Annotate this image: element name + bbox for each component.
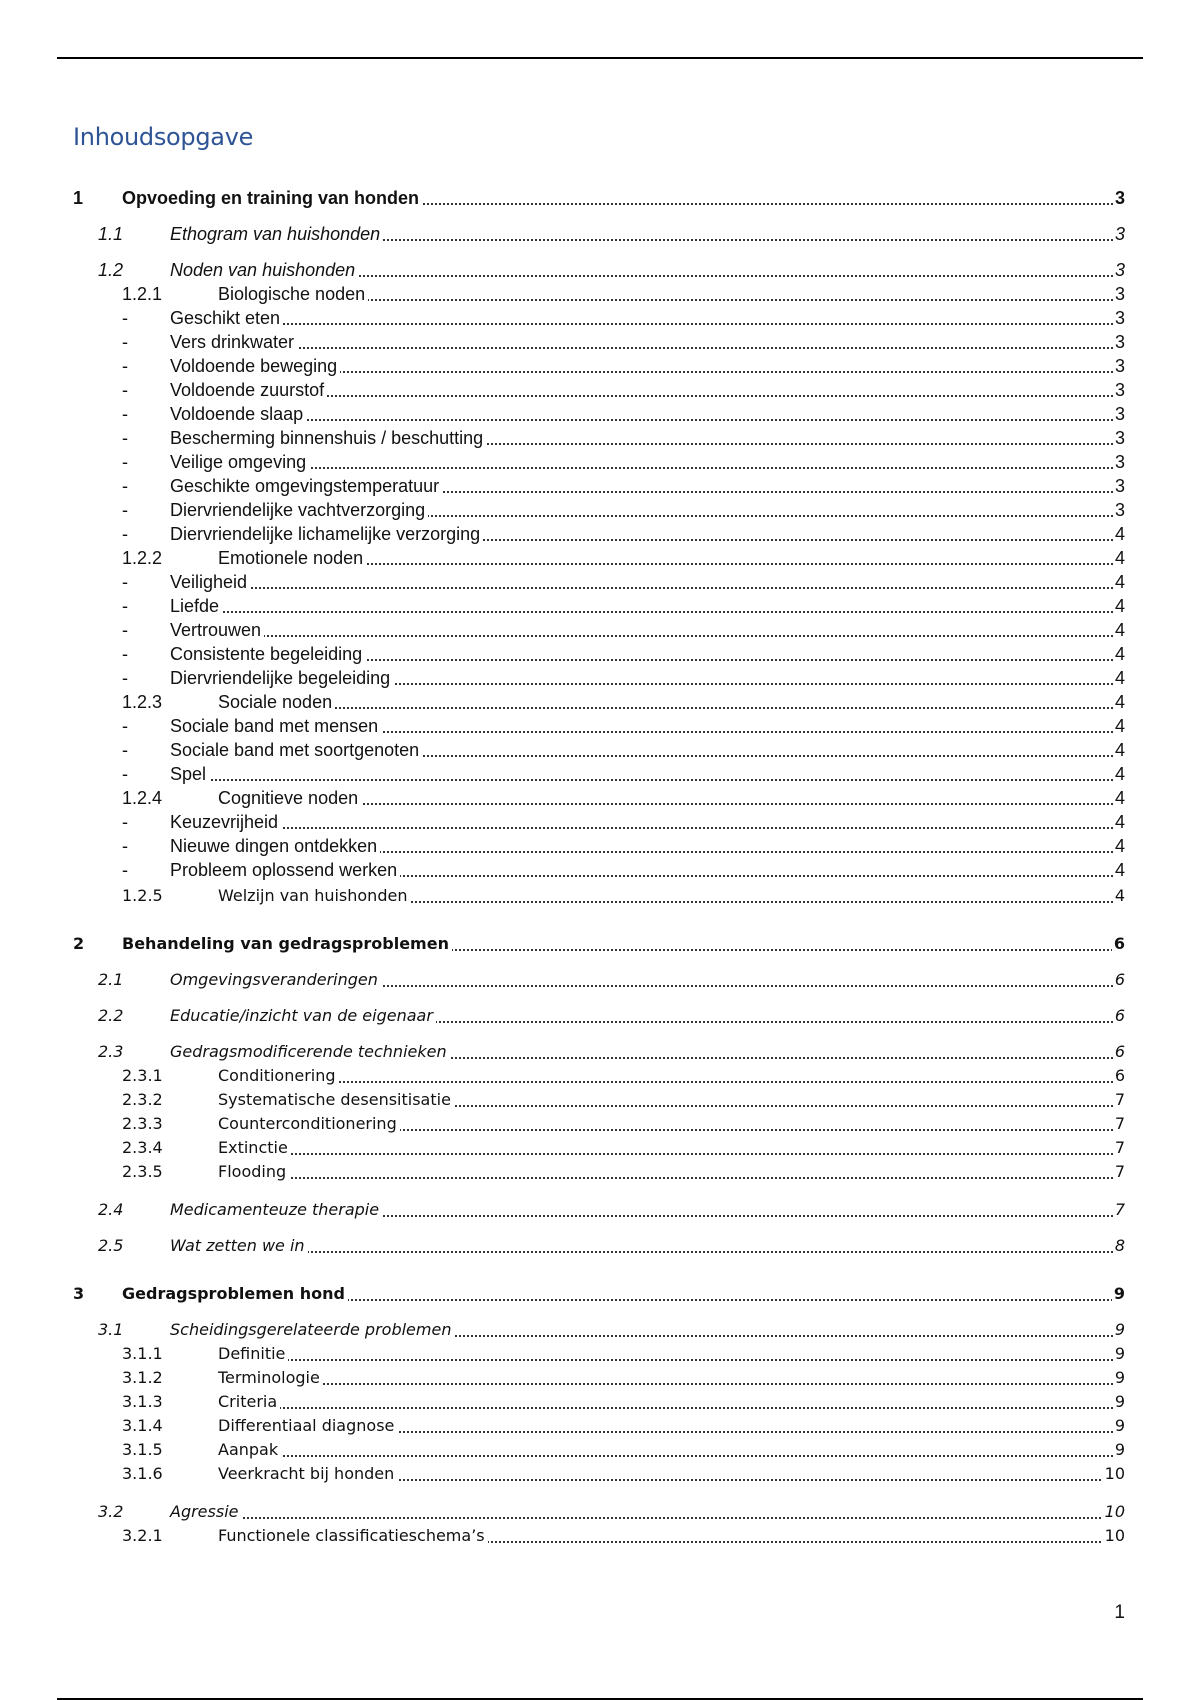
toc-entry-page[interactable]: 6 (1114, 1066, 1125, 1085)
toc-entry-title[interactable]: Terminologie (218, 1368, 323, 1388)
dot-leader (170, 825, 1125, 829)
toc-entry-number: - (122, 812, 128, 832)
toc-entry-title[interactable]: Scheidingsgerelateerde problemen (170, 1320, 454, 1340)
toc-entry-page[interactable]: 3 (1114, 224, 1125, 244)
toc-entry-title[interactable]: Wat zetten we in (170, 1236, 308, 1256)
toc-entry-page[interactable]: 3 (1114, 284, 1125, 304)
toc-entry-number: 2.3.4 (122, 1138, 163, 1157)
toc-entry[interactable] (0, 762, 1200, 784)
toc-entry-page[interactable]: 10 (1104, 1502, 1125, 1521)
toc-entry-title[interactable]: Veilige omgeving (170, 452, 309, 472)
toc-entry-page[interactable]: 9 (1113, 1284, 1125, 1303)
toc-entry[interactable] (0, 306, 1200, 328)
toc-entry[interactable] (0, 426, 1200, 448)
toc-entry-number: 3.1.1 (122, 1344, 163, 1363)
toc-entry-title[interactable]: Voldoende zuurstof (170, 380, 327, 400)
toc-entry-title[interactable]: Keuzevrijheid (170, 812, 281, 832)
toc-entry-title[interactable]: Nieuwe dingen ontdekken (170, 836, 380, 856)
dot-leader (218, 705, 1125, 709)
toc-entry[interactable] (0, 1500, 1200, 1522)
toc-entry[interactable] (0, 222, 1200, 244)
toc-entry-page[interactable]: 4 (1114, 548, 1125, 568)
toc-entry-page[interactable]: 6 (1114, 1042, 1125, 1061)
toc-entry-title[interactable]: Diervriendelijke begeleiding (170, 668, 393, 688)
toc-entry-title[interactable]: Spel (170, 764, 209, 784)
toc-entry-number: - (122, 452, 128, 472)
toc-entry-number: 2 (73, 934, 85, 953)
toc-entry-number: 1.2.2 (122, 548, 163, 568)
toc-entry-title[interactable]: Functionele classificatieschema’s (218, 1526, 488, 1546)
toc-entry-page[interactable]: 3 (1114, 332, 1125, 352)
toc-entry-title[interactable]: Vertrouwen (170, 620, 264, 640)
toc-entry-number: 3 (73, 1284, 85, 1303)
toc-entry-page[interactable]: 4 (1114, 788, 1125, 808)
toc-entry-number: 2.3.5 (122, 1162, 163, 1181)
toc-entry-number: 2.2 (98, 1006, 124, 1025)
toc-entry-page[interactable]: 10 (1104, 1526, 1125, 1545)
toc-entry[interactable] (0, 834, 1200, 856)
toc-entry-title[interactable]: Geschikt eten (170, 308, 283, 328)
toc-entry[interactable] (0, 450, 1200, 472)
toc-entry-title[interactable]: Probleem oplossend werken (170, 860, 400, 880)
toc-entry-title[interactable]: Criteria (218, 1392, 280, 1412)
toc-entry[interactable] (0, 546, 1200, 568)
toc-entry-number: - (122, 836, 128, 856)
toc-entry[interactable] (0, 1112, 1200, 1134)
toc-entry[interactable] (0, 282, 1200, 304)
toc-entry[interactable] (0, 1136, 1200, 1158)
toc-entry-title[interactable]: Behandeling van gedragsproblemen (122, 934, 452, 954)
toc-entry-page[interactable]: 3 (1114, 404, 1125, 424)
toc-entry-page[interactable]: 4 (1114, 764, 1125, 784)
toc-entry[interactable] (0, 378, 1200, 400)
toc-entry-number: 1.2.5 (122, 886, 163, 905)
toc-entry[interactable] (0, 1282, 1200, 1304)
toc-entry[interactable] (0, 884, 1200, 906)
toc-entry-title[interactable]: Vers drinkwater (170, 332, 297, 352)
dot-leader (170, 465, 1125, 469)
dot-leader (170, 345, 1125, 349)
toc-entry[interactable] (0, 522, 1200, 544)
toc-entry-title[interactable]: Welzijn van huishonden (218, 886, 410, 906)
toc-entry-number: 2.5 (98, 1236, 124, 1255)
toc-entry-page[interactable]: 4 (1114, 716, 1125, 736)
toc-entry-number: 1.2.4 (122, 788, 163, 808)
toc-entry-title[interactable]: Flooding (218, 1162, 289, 1182)
toc-entry-title[interactable]: Emotionele noden (218, 548, 366, 568)
toc-entry-title[interactable]: Cognitieve noden (218, 788, 361, 808)
toc-entry-page[interactable]: 4 (1114, 596, 1125, 616)
toc-entry[interactable] (0, 1064, 1200, 1086)
dot-leader (218, 1381, 1125, 1385)
toc-entry-number: - (122, 572, 128, 592)
dot-leader (218, 1079, 1125, 1083)
toc-entry[interactable] (0, 968, 1200, 990)
toc-entry-number: - (122, 716, 128, 736)
toc-entry-number: 1.1 (98, 224, 124, 244)
page-number: 1 (1114, 1602, 1125, 1623)
toc-entry-number: 2.3.1 (122, 1066, 163, 1085)
toc-entry[interactable] (0, 1198, 1200, 1220)
toc-entry[interactable] (0, 618, 1200, 640)
toc-entry-page[interactable]: 7 (1114, 1090, 1125, 1109)
toc-entry[interactable] (0, 354, 1200, 376)
toc-entry-number: 1.2 (98, 260, 124, 280)
toc-entry[interactable] (0, 402, 1200, 424)
toc-entry[interactable] (0, 1390, 1200, 1412)
toc-entry-title[interactable]: Voldoende beweging (170, 356, 340, 376)
toc-entry-page[interactable]: 6 (1114, 1006, 1125, 1025)
toc-entry-page[interactable]: 3 (1114, 452, 1125, 472)
toc-heading: Inhoudsopgave (73, 123, 254, 151)
toc-entry[interactable] (0, 1438, 1200, 1460)
toc-entry-number: 3.2.1 (122, 1526, 163, 1545)
toc-entry-number: 1.2.3 (122, 692, 163, 712)
toc-entry[interactable] (0, 1524, 1200, 1546)
toc-entry-title[interactable]: Aanpak (218, 1440, 281, 1460)
dot-leader (170, 417, 1125, 421)
toc-entry[interactable] (0, 1088, 1200, 1110)
toc-entry-number: 3.1.2 (122, 1368, 163, 1387)
toc-entry-title[interactable]: Diervriendelijke lichamelijke verzorging (170, 524, 483, 544)
toc-entry-number: 2.3.2 (122, 1090, 163, 1109)
dot-leader (218, 1453, 1125, 1457)
toc-entry-page[interactable]: 9 (1114, 1320, 1125, 1339)
toc-entry-page[interactable]: 7 (1114, 1138, 1125, 1157)
toc-entry[interactable] (0, 330, 1200, 352)
toc-entry-page[interactable]: 9 (1114, 1344, 1125, 1363)
toc-entry-number: - (122, 620, 128, 640)
dot-leader (170, 1515, 1125, 1519)
toc-entry-number: 1 (73, 188, 84, 208)
toc-entry-page[interactable]: 3 (1114, 380, 1125, 400)
toc-entry-page[interactable]: 4 (1114, 692, 1125, 712)
toc-entry-number: 2.4 (98, 1200, 124, 1219)
toc-entry[interactable] (0, 690, 1200, 712)
toc-entry-title[interactable]: Veerkracht bij honden (218, 1464, 397, 1484)
dot-leader (170, 633, 1125, 637)
dot-leader (170, 585, 1125, 589)
toc-entry-title[interactable]: Geschikte omgevingstemperatuur (170, 476, 442, 496)
dot-leader (170, 1249, 1125, 1253)
toc-entry-title[interactable]: Omgevingsveranderingen (170, 970, 381, 990)
toc-entry-page[interactable]: 3 (1114, 476, 1125, 496)
toc-entry-title[interactable]: Biologische noden (218, 284, 368, 304)
toc-entry[interactable] (0, 714, 1200, 736)
toc-entry-title[interactable]: Sociale band met mensen (170, 716, 381, 736)
toc-entry-number: - (122, 596, 128, 616)
toc-entry-title[interactable]: Counterconditionering (218, 1114, 400, 1134)
toc-entry[interactable] (0, 1462, 1200, 1484)
toc-entry[interactable] (0, 738, 1200, 760)
toc-entry-number: 3.1.3 (122, 1392, 163, 1411)
toc-entry-page[interactable]: 4 (1114, 524, 1125, 544)
toc-entry[interactable] (0, 594, 1200, 616)
toc-entry-page[interactable]: 4 (1114, 620, 1125, 640)
toc-entry-page[interactable]: 4 (1114, 740, 1125, 760)
toc-entry-page[interactable]: 7 (1114, 1114, 1125, 1133)
toc-entry[interactable] (0, 666, 1200, 688)
toc-entry-title[interactable]: Noden van huishonden (170, 260, 358, 280)
toc-entry-title[interactable]: Gedragsproblemen hond (122, 1284, 348, 1304)
toc-entry-title[interactable]: Extinctie (218, 1138, 291, 1158)
toc-entry[interactable] (0, 642, 1200, 664)
toc-entry-page[interactable]: 10 (1104, 1464, 1125, 1483)
toc-entry-page[interactable]: 4 (1114, 836, 1125, 856)
dot-leader (170, 777, 1125, 781)
toc-entry-number: - (122, 740, 128, 760)
toc-entry-page[interactable]: 6 (1114, 970, 1125, 989)
toc-entry-number: 3.1.4 (122, 1416, 163, 1435)
toc-entry-title[interactable]: Ethogram van huishonden (170, 224, 383, 244)
toc-entry-page[interactable]: 3 (1114, 356, 1125, 376)
toc-entry-title[interactable]: Sociale noden (218, 692, 335, 712)
toc-entry[interactable] (0, 1414, 1200, 1436)
toc-entry-page[interactable]: 6 (1113, 934, 1125, 953)
toc-entry-title[interactable]: Consistente begeleiding (170, 644, 365, 664)
toc-entry[interactable] (0, 1004, 1200, 1026)
toc-entry-number: - (122, 668, 128, 688)
toc-entry-page[interactable]: 3 (1114, 308, 1125, 328)
toc-entry-page[interactable]: 7 (1114, 1200, 1125, 1219)
toc-entry[interactable] (0, 810, 1200, 832)
toc-entry-number: 3.1.6 (122, 1464, 163, 1483)
toc-entry-number: 1.2.1 (122, 284, 163, 304)
toc-entry-page[interactable]: 9 (1114, 1440, 1125, 1459)
toc-entry-title[interactable]: Opvoeding en training van honden (122, 188, 422, 208)
toc-entry-title[interactable]: Gedragsmodificerende technieken (170, 1042, 450, 1062)
toc-entry-page[interactable]: 3 (1114, 428, 1125, 448)
toc-entry-number: - (122, 428, 128, 448)
toc-entry-page[interactable]: 3 (1114, 260, 1125, 280)
toc-entry[interactable] (0, 1234, 1200, 1256)
toc-entry-number: - (122, 524, 128, 544)
toc-entry-title[interactable]: Bescherming binnenshuis / beschutting (170, 428, 486, 448)
toc-entry-number: 3.2 (98, 1502, 124, 1521)
toc-entry-number: - (122, 404, 128, 424)
toc-entry-page[interactable]: 9 (1114, 1392, 1125, 1411)
toc-entry-number: - (122, 332, 128, 352)
toc-entry[interactable] (0, 258, 1200, 280)
toc-entry-title[interactable]: Agressie (170, 1502, 241, 1522)
toc-entry-title[interactable]: Diervriendelijke vachtverzorging (170, 500, 428, 520)
toc-entry-page[interactable]: 4 (1114, 572, 1125, 592)
toc-entry-page[interactable]: 9 (1114, 1368, 1125, 1387)
toc-entry-title[interactable]: Voldoende slaap (170, 404, 306, 424)
toc-entry-title[interactable]: Veiligheid (170, 572, 250, 592)
toc-entry-page[interactable]: 4 (1114, 812, 1125, 832)
dot-leader (218, 1357, 1125, 1361)
dot-leader (170, 609, 1125, 613)
toc-entry[interactable] (0, 570, 1200, 592)
toc-entry-page[interactable]: 8 (1114, 1236, 1125, 1255)
toc-entry-page[interactable]: 4 (1114, 644, 1125, 664)
toc-entry-title[interactable]: Medicamenteuze therapie (170, 1200, 382, 1220)
toc-entry-page[interactable]: 4 (1114, 860, 1125, 880)
toc-entry-title[interactable]: Educatie/inzicht van de eigenaar (170, 1006, 436, 1026)
toc-entry-title[interactable]: Systematische desensitisatie (218, 1090, 454, 1110)
toc-entry[interactable] (0, 498, 1200, 520)
toc-entry-title[interactable]: Conditionering (218, 1066, 339, 1086)
toc-entry-number: 3.1.5 (122, 1440, 163, 1459)
toc-entry-title[interactable]: Sociale band met soortgenoten (170, 740, 422, 760)
toc-entry-number: - (122, 380, 128, 400)
toc-entry-title[interactable]: Differentiaal diagnose (218, 1416, 397, 1436)
dot-leader (218, 1405, 1125, 1409)
toc-entry[interactable] (0, 1160, 1200, 1182)
toc-entry[interactable] (0, 932, 1200, 954)
toc-entry[interactable] (0, 1366, 1200, 1388)
toc-entry[interactable] (0, 858, 1200, 880)
toc-entry-number: 2.1 (98, 970, 124, 989)
toc-entry[interactable] (0, 186, 1200, 208)
toc-entry-title[interactable]: Liefde (170, 596, 222, 616)
toc-entry-number: - (122, 356, 128, 376)
dot-leader (170, 321, 1125, 325)
toc-entry-number: - (122, 764, 128, 784)
toc-entry[interactable] (0, 474, 1200, 496)
toc-entry-number: 3.1 (98, 1320, 124, 1339)
toc-entry-page[interactable]: 9 (1114, 1416, 1125, 1435)
toc-entry-number: - (122, 860, 128, 880)
toc-entry[interactable] (0, 1040, 1200, 1062)
toc-entry-page[interactable]: 4 (1114, 668, 1125, 688)
toc-entry[interactable] (0, 1342, 1200, 1364)
dot-leader (218, 1151, 1125, 1155)
toc-entry-number: - (122, 476, 128, 496)
toc-entry-number: - (122, 500, 128, 520)
toc-entry[interactable] (0, 786, 1200, 808)
toc-entry-title[interactable]: Definitie (218, 1344, 288, 1364)
toc-entry-number: - (122, 308, 128, 328)
toc-entry-number: - (122, 644, 128, 664)
toc-entry-page[interactable]: 4 (1114, 886, 1125, 905)
toc-entry-page[interactable]: 3 (1114, 500, 1125, 520)
toc-entry-page[interactable]: 7 (1114, 1162, 1125, 1181)
toc-entry-page[interactable]: 3 (1114, 188, 1125, 208)
dot-leader (218, 1175, 1125, 1179)
toc-entry-number: 2.3.3 (122, 1114, 163, 1133)
toc-entry[interactable] (0, 1318, 1200, 1340)
toc-entry-number: 2.3 (98, 1042, 124, 1061)
